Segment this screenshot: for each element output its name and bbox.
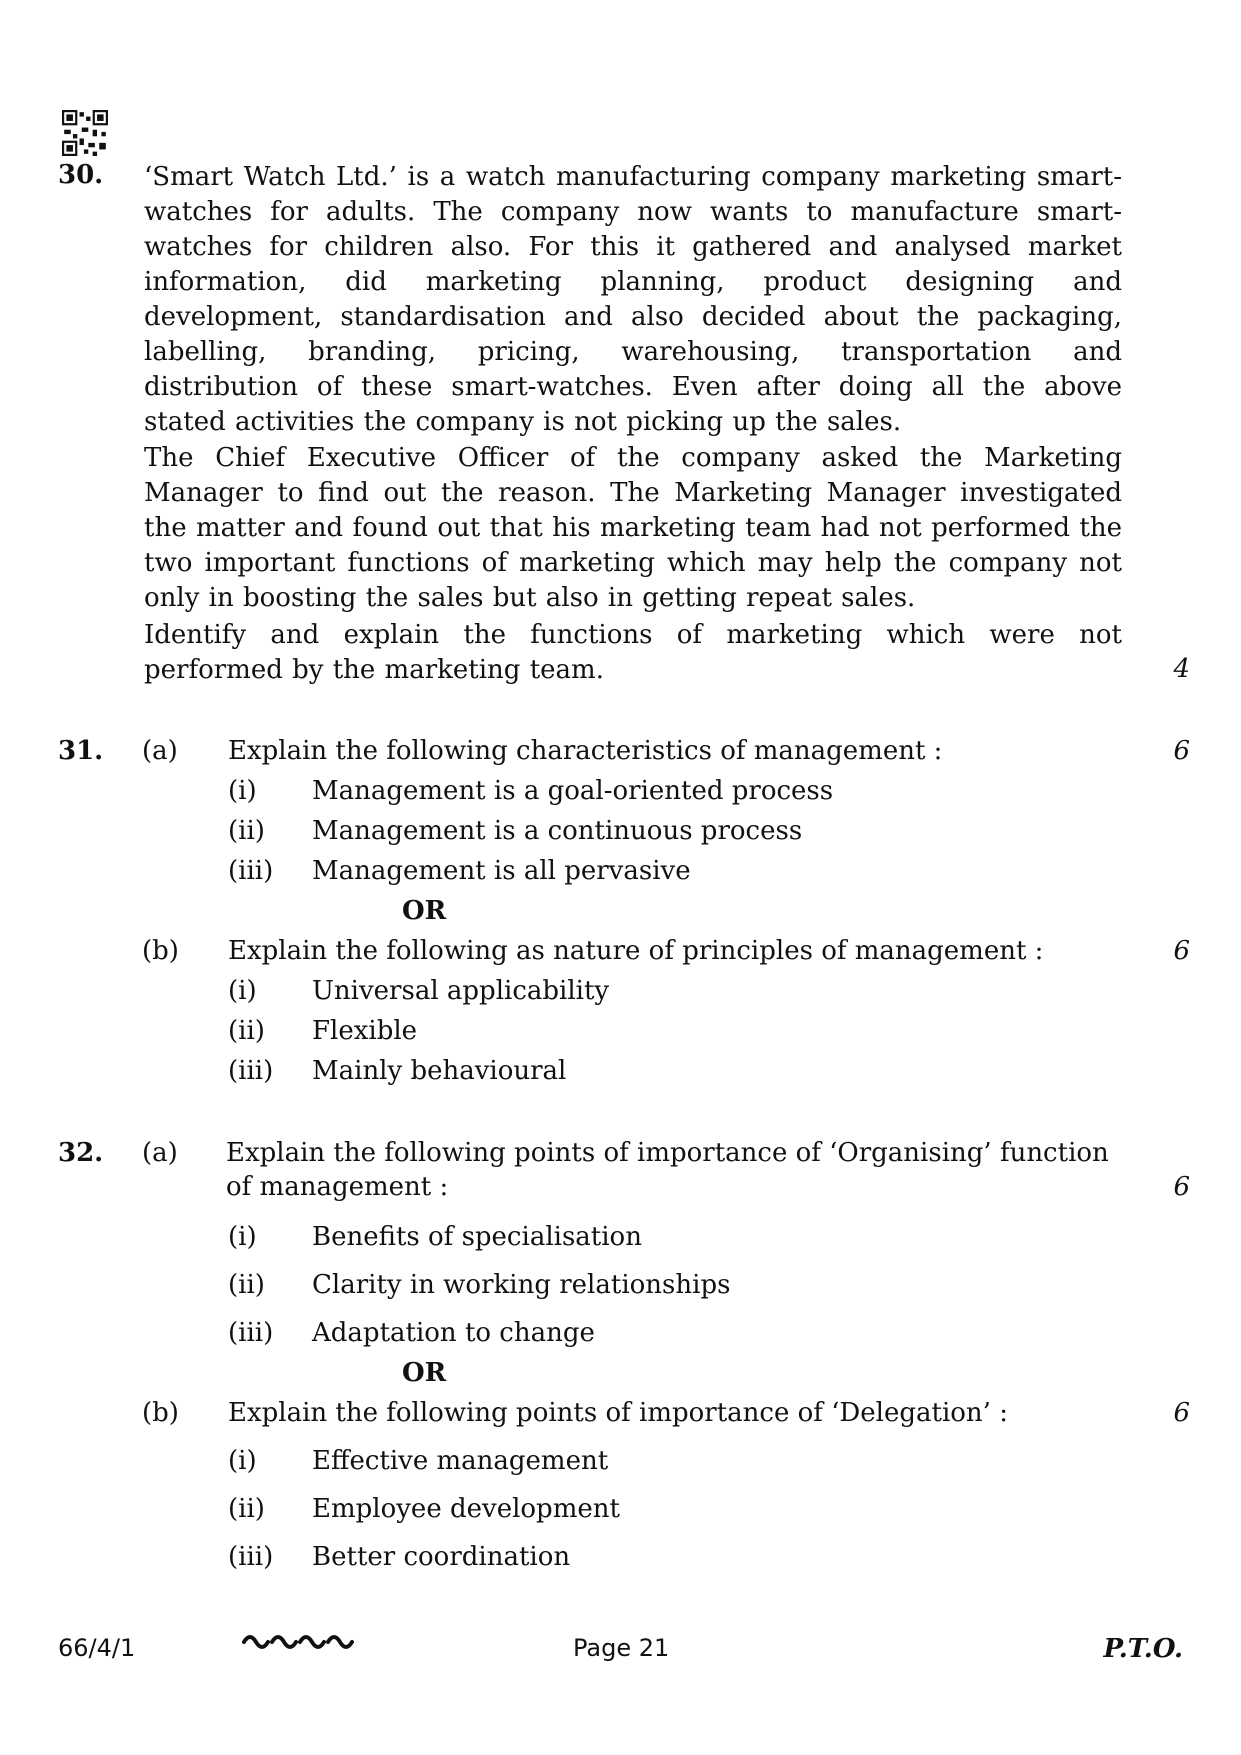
question-paragraph: Identify and explain the functions of marketing which were not performed by the marketing team. (144, 620, 1122, 685)
marks: 6 (1173, 936, 1190, 966)
question-number: 30. (58, 160, 104, 190)
part-text: Explain the following points of importance of ‘Delegation’ : (228, 1398, 1008, 1428)
item-text: Better coordination (312, 1542, 571, 1572)
item-number: (iii) (228, 1056, 274, 1086)
marks: 6 (1173, 1172, 1190, 1202)
question-number: 32. (58, 1138, 104, 1168)
item-number: (iii) (228, 1542, 274, 1572)
part-label: (a) (142, 736, 178, 766)
marks: 6 (1173, 736, 1190, 766)
marks: 4 (1173, 654, 1190, 684)
item-number: (iii) (228, 856, 274, 886)
item-number: (i) (228, 976, 257, 1006)
item-number: (ii) (228, 816, 265, 846)
item-number: (ii) (228, 1270, 265, 1300)
item-text: Management is all pervasive (312, 856, 691, 886)
item-number: (iii) (228, 1318, 274, 1348)
pto-label: P.T.O. (1103, 1634, 1183, 1664)
tilde-ornament-icon (242, 1626, 354, 1654)
part-text: Explain the following points of importance of ‘Organising’ function (226, 1138, 1109, 1168)
or-separator: OR (402, 896, 447, 926)
item-text: Management is a goal-oriented process (312, 776, 834, 806)
item-text: Mainly behavioural (312, 1056, 567, 1086)
or-separator: OR (402, 1358, 447, 1388)
item-number: (ii) (228, 1016, 265, 1046)
part-text: Explain the following characteristics of management : (228, 736, 943, 766)
page-number: Page 21 (573, 1634, 670, 1662)
part-label: (b) (142, 936, 179, 966)
question-paragraph: The Chief Executive Officer of the company asked the Marketing Manager to find out the reason. The Marketing Manager investigated the matter and found out that his marketing team had not performed the two important functions of marketing which may help the company not only in boosting the sales but also in getting repeat sales. (144, 443, 1122, 613)
item-text: Clarity in working relationships (312, 1270, 731, 1300)
part-label: (b) (142, 1398, 179, 1428)
part-text: Explain the following as nature of principles of management : (228, 936, 1044, 966)
item-text: Benefits of specialisation (312, 1222, 642, 1252)
part-label: (a) (142, 1138, 178, 1168)
item-text: Adaptation to change (312, 1318, 595, 1348)
item-number: (ii) (228, 1494, 265, 1524)
part-text: of management : (226, 1172, 449, 1202)
marks: 6 (1173, 1398, 1190, 1428)
item-text: Universal applicability (312, 976, 610, 1006)
item-text: Management is a continuous process (312, 816, 803, 846)
item-number: (i) (228, 1222, 257, 1252)
question-number: 31. (58, 736, 104, 766)
item-number: (i) (228, 1446, 257, 1476)
qr-code-icon (62, 110, 108, 156)
item-text: Flexible (312, 1016, 418, 1046)
item-text: Employee development (312, 1494, 620, 1524)
paper-code: 66/4/1 (58, 1634, 136, 1662)
item-number: (i) (228, 776, 257, 806)
question-paragraph: ‘Smart Watch Ltd.’ is a watch manufacturing company marketing smart-watches for adults. The company now wants to manufacture smart-watches for children also. For this it gathered and analysed market information, did marketing planning, product designing and development, standardisation and also decided about the packaging, labelling, branding, pricing, warehousing, transportation and distribution of these smart-watches. Even after doing all the above stated activities the company is not picking up the sales. (144, 162, 1122, 437)
item-text: Effective management (312, 1446, 609, 1476)
